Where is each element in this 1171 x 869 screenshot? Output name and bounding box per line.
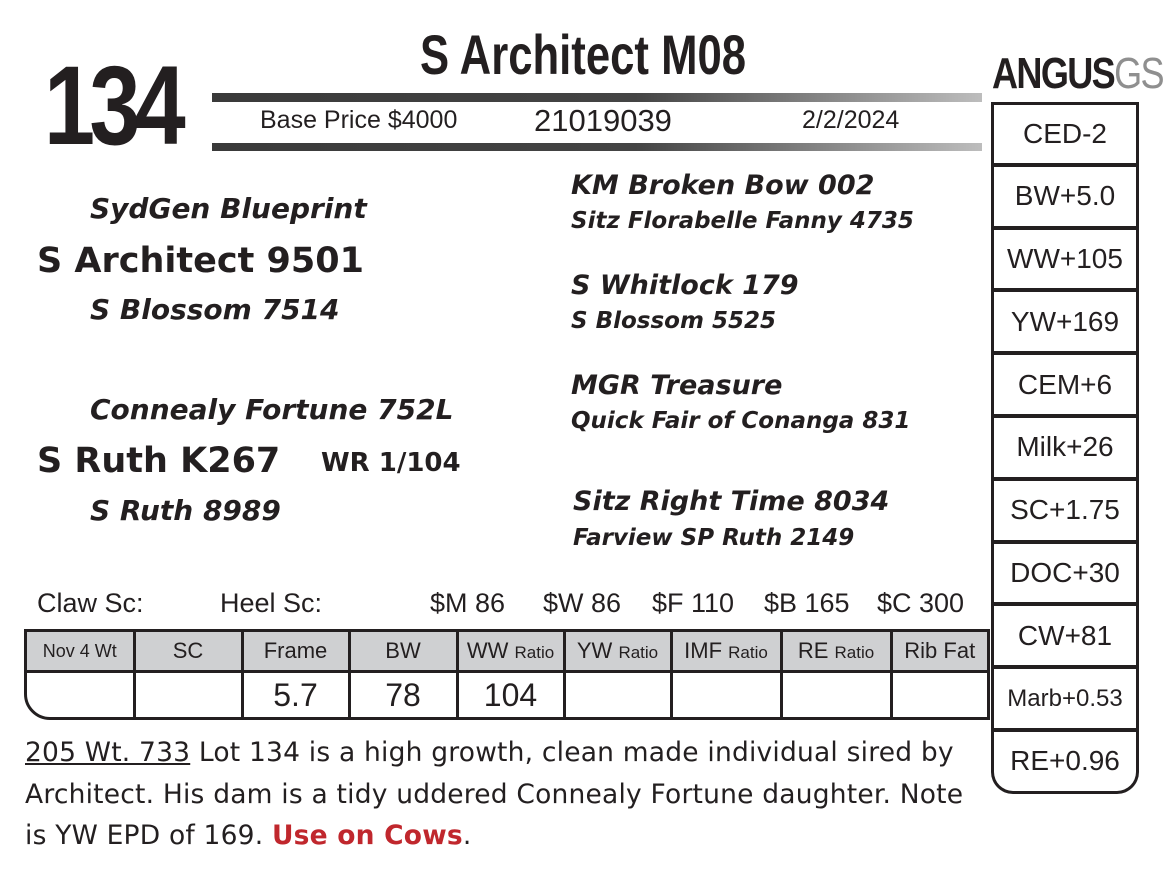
value-yw-ratio — [564, 672, 671, 718]
pedigree-dd-sire: Sitz Right Time 8034 — [573, 486, 890, 517]
registration-number: 21019039 — [534, 103, 672, 138]
pedigree-ds-sire: MGR Treasure — [571, 370, 783, 401]
index-b: $B 165 — [764, 588, 850, 618]
pedigree-ds-dam: Quick Fair of Conanga 831 — [571, 408, 911, 434]
header-re-ratio — [781, 632, 891, 672]
performance-table — [24, 629, 990, 720]
lot-description — [25, 732, 985, 857]
pedigree-sire-sire: SydGen Blueprint — [90, 192, 367, 225]
header-sc: SC — [134, 632, 242, 672]
index-f: $F 110 — [652, 588, 735, 618]
brand-suffix: GS — [1114, 49, 1163, 98]
header-ww-label: WW — [466, 638, 509, 663]
header-yw-label: YW — [576, 638, 613, 663]
index-c: $C 300 — [877, 588, 965, 618]
epd-column — [991, 102, 1139, 794]
pedigree-ss-sire: KM Broken Bow 002 — [571, 170, 875, 201]
value-nov-wt — [27, 672, 134, 718]
epd-cem: CEM+6 — [991, 353, 1139, 416]
pedigree-sd-sire: S Whitlock 179 — [571, 270, 799, 301]
animal-name: S Architect M08 — [420, 23, 747, 86]
epd-doc: DOC+30 — [991, 542, 1139, 605]
index-w: $W 86 — [543, 588, 622, 618]
ratio-label: Ratio — [728, 643, 768, 662]
weaning-weight: 205 Wt. 733 — [25, 737, 191, 768]
performance-value-row — [27, 672, 987, 718]
pedigree-ss-dam: Sitz Florabelle Fanny 4735 — [571, 208, 914, 234]
pedigree-dam-note: WR 1/104 — [321, 448, 461, 478]
value-rib-fat — [891, 672, 987, 718]
pedigree-dam-sire: Connealy Fortune 752L — [90, 393, 454, 426]
epd-marb: Marb+0.53 — [991, 667, 1139, 730]
value-frame: 5.7 — [242, 672, 349, 718]
description-end: . — [462, 820, 472, 851]
epd-milk: Milk+26 — [991, 416, 1139, 479]
value-imf-ratio — [671, 672, 781, 718]
epd-cw: CW+81 — [991, 604, 1139, 667]
value-ww-ratio: 104 — [457, 672, 564, 718]
header-rib-fat: Rib Fat — [891, 632, 987, 672]
ratio-label: Ratio — [618, 643, 659, 662]
header-imf-ratio — [671, 632, 781, 672]
lot-number: 134 — [44, 43, 181, 168]
birth-date: 2/2/2024 — [802, 106, 900, 134]
pedigree-dam: S Ruth K267 — [37, 441, 281, 481]
epd-ced: CED-2 — [991, 102, 1139, 165]
epd-sc: SC+1.75 — [991, 479, 1139, 542]
epd-yw: YW+169 — [991, 290, 1139, 353]
performance-header-row — [27, 632, 987, 672]
epd-bw: BW+5.0 — [991, 165, 1139, 228]
header-yw-ratio — [564, 632, 671, 672]
pedigree-sire: S Architect 9501 — [37, 241, 364, 281]
header-imf-label: IMF — [684, 638, 723, 663]
description-text: Lot 134 is a high growth, clean made individual sired by Architect. His dam is a tidy uddered Connealy Fortune daughter. Note is YW EPD of 169. — [25, 737, 964, 851]
value-sc — [134, 672, 242, 718]
pedigree-sd-dam: S Blossom 5525 — [571, 308, 776, 334]
heel-score-label: Heel Sc: — [220, 588, 323, 618]
use-recommendation: Use on Cows — [271, 820, 463, 851]
value-bw: 78 — [349, 672, 457, 718]
ratio-label: Ratio — [514, 643, 555, 662]
value-re-ratio — [781, 672, 891, 718]
header-nov-wt: Nov 4 Wt — [27, 632, 134, 672]
base-price: Base Price $4000 — [260, 106, 458, 134]
ratio-label: Ratio — [834, 643, 875, 662]
header-bw: BW — [349, 632, 457, 672]
header-band-bottom — [212, 143, 982, 151]
claw-score-label: Claw Sc: — [37, 588, 144, 618]
header-band-top — [212, 93, 982, 102]
pedigree-sire-dam: S Blossom 7514 — [90, 293, 340, 326]
header-frame: Frame — [242, 632, 349, 672]
index-m: $M 86 — [430, 588, 506, 618]
pedigree-dam-dam: S Ruth 8989 — [90, 494, 281, 527]
pedigree-dd-dam: Farview SP Ruth 2149 — [573, 525, 855, 551]
header-ww-ratio — [457, 632, 564, 672]
epd-ww: WW+105 — [991, 228, 1139, 291]
angus-gs-logo — [992, 49, 1163, 98]
epd-re: RE+0.96 — [991, 730, 1139, 794]
brand-main: ANGUS — [992, 49, 1115, 98]
header-re-label: RE — [797, 638, 829, 663]
